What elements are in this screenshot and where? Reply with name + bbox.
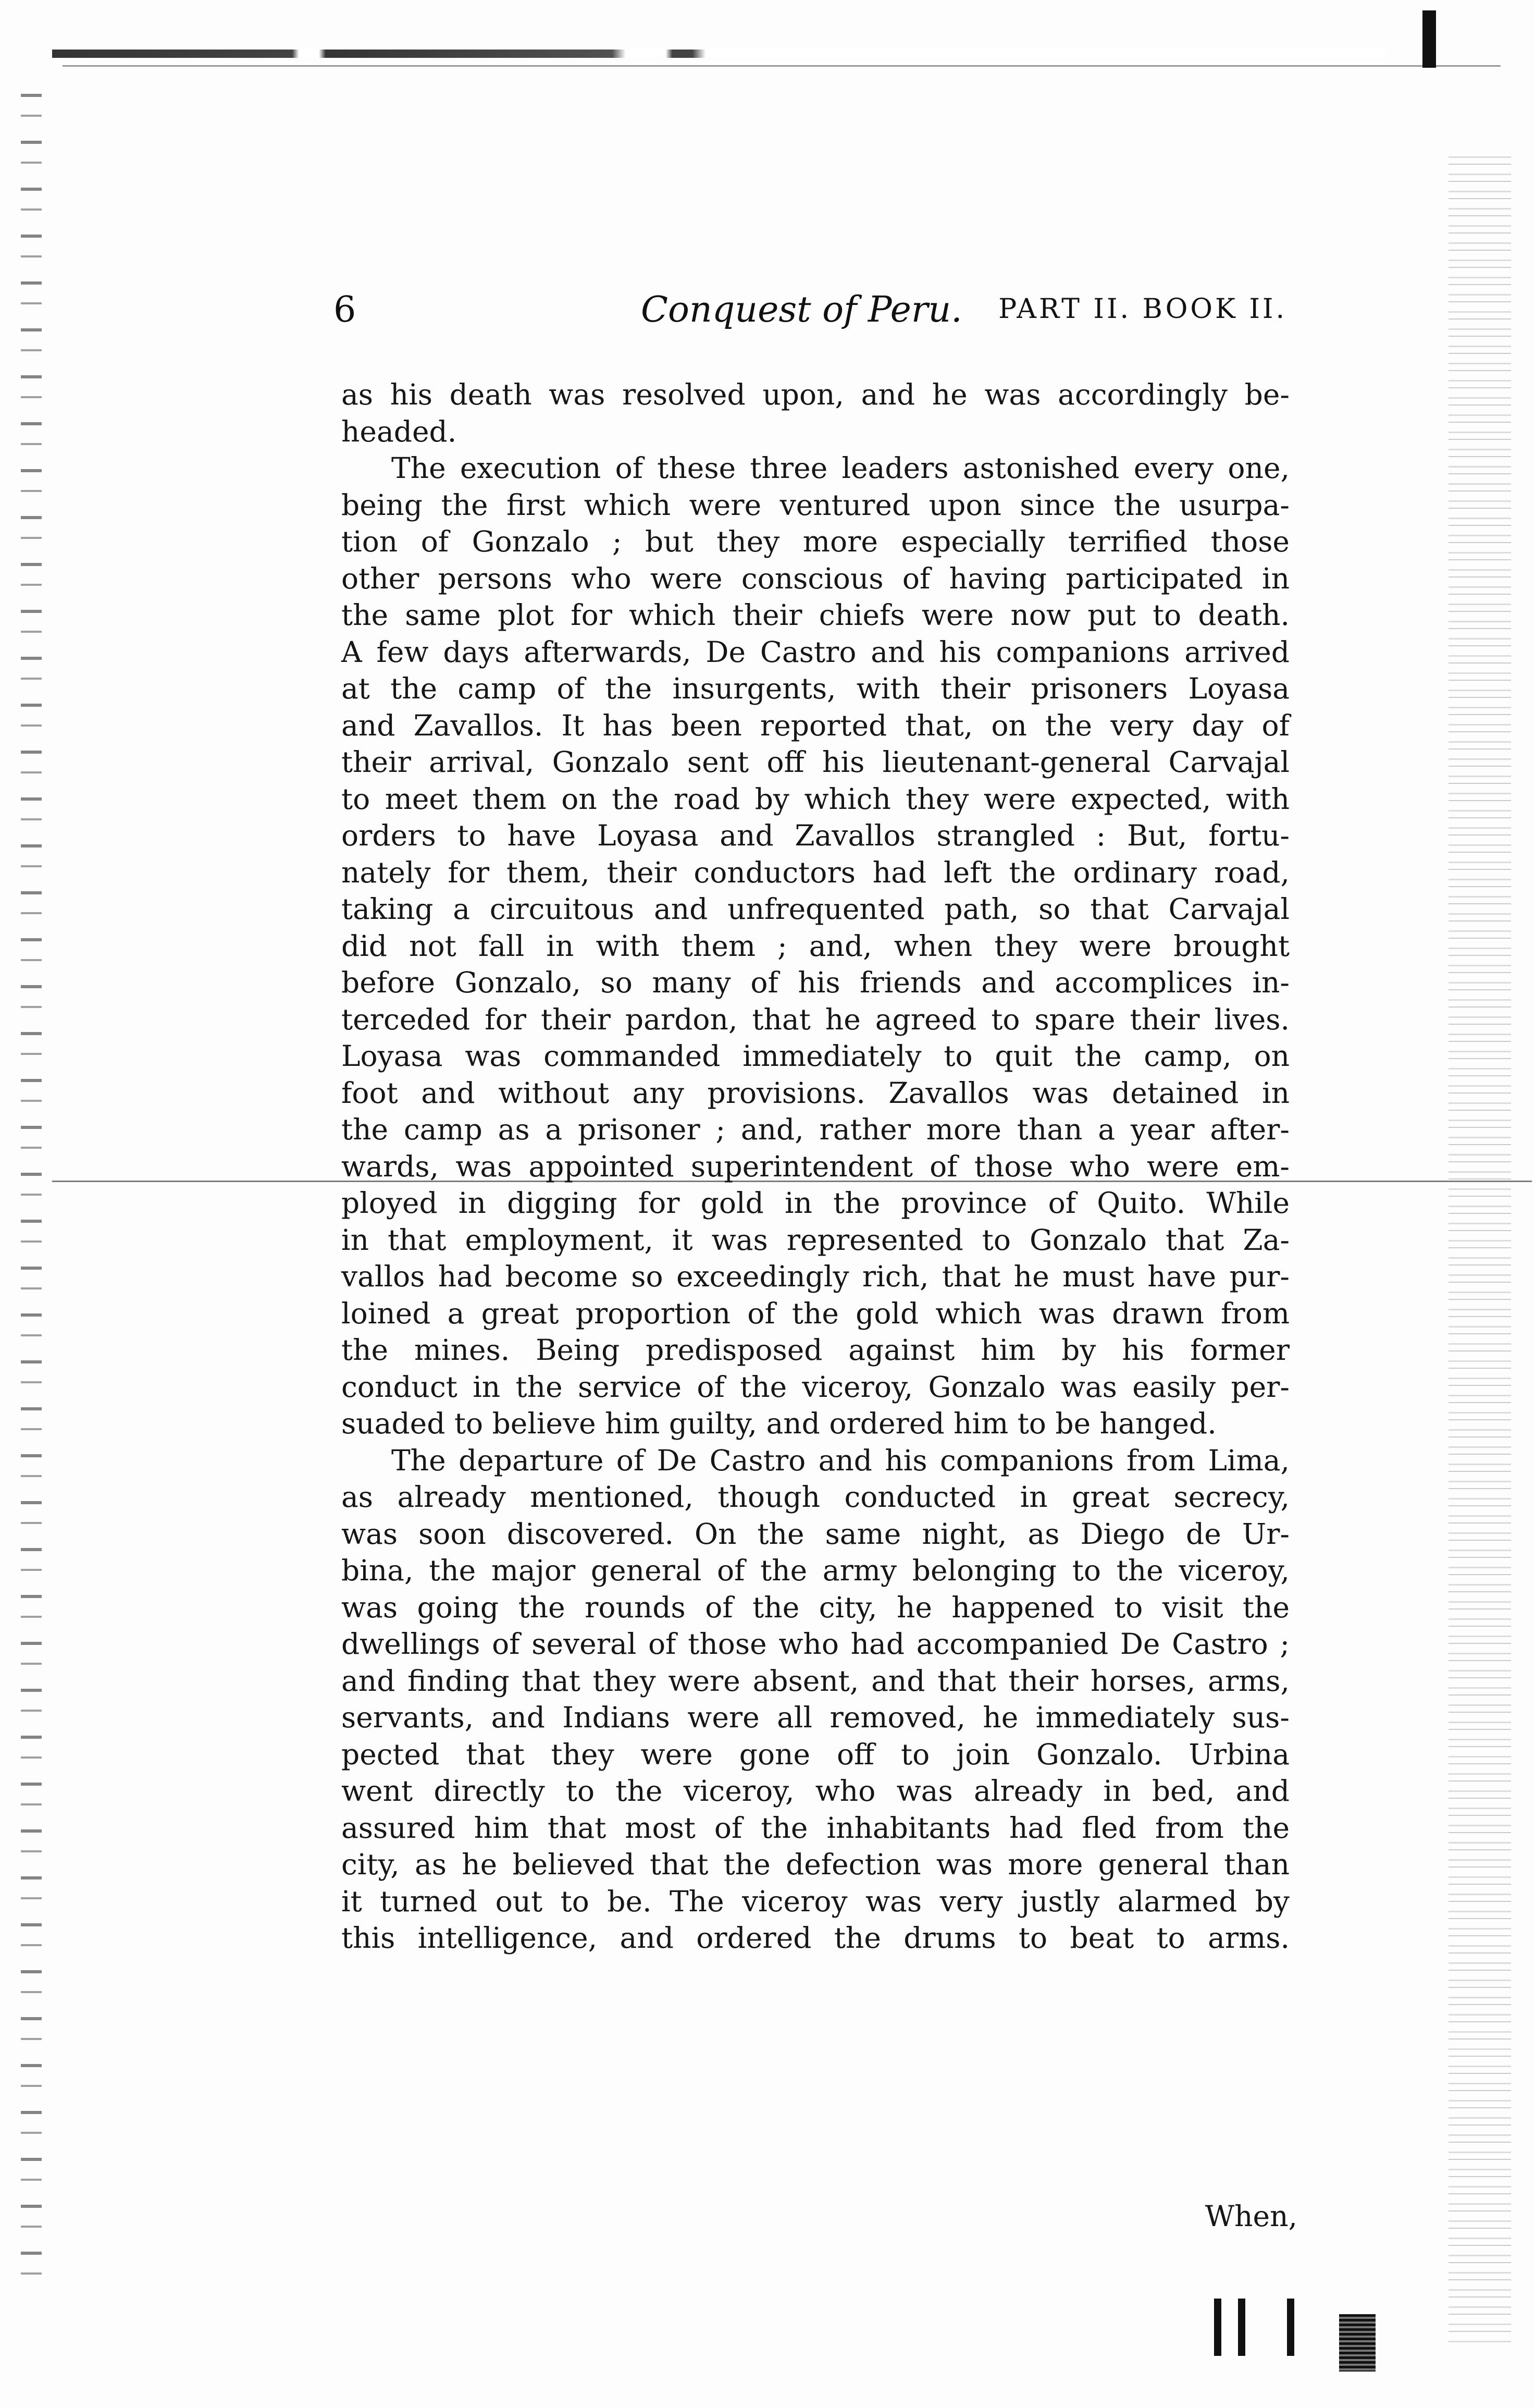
- scan-left-edge: [21, 94, 42, 2283]
- text-line: being the first which were ventured upon since the usurpa-: [341, 488, 1290, 522]
- text-line: before Gonzalo, so many of his friends and accomplices in-: [341, 966, 1290, 999]
- text-line: the mines. Being predisposed against him by his former: [341, 1333, 1290, 1367]
- text-line: and finding that they were absent, and that their horses, arms,: [341, 1664, 1290, 1698]
- text-line: other persons who were conscious of having participated in: [341, 561, 1290, 595]
- text-line: the camp as a prisoner ; and, rather more than a year after-: [341, 1113, 1290, 1146]
- text-line: did not fall in with them ; and, when they were brought: [341, 929, 1290, 963]
- text-line: in that employment, it was represented to Gonzalo that Za-: [341, 1223, 1290, 1257]
- text-line: vallos had become so exceedingly rich, that he must have pur-: [341, 1260, 1290, 1293]
- text-line: orders to have Loyasa and Zavallos strangled : But, fortu-: [341, 819, 1290, 852]
- text-line: it turned out to be. The viceroy was very justly alarmed by: [341, 1884, 1290, 1918]
- text-line: dwellings of several of those who had accompanied De Castro ;: [341, 1627, 1290, 1661]
- body-text: [341, 376, 1290, 1957]
- text-line: foot and without any provisions. Zavallos was detained in: [341, 1076, 1290, 1110]
- text-line: suaded to believe him guilty, and ordered him to be hanged.: [341, 1407, 1217, 1440]
- text-line: headed.: [341, 414, 457, 448]
- text-line: conduct in the service of the viceroy, Gonzalo was easily per-: [341, 1370, 1290, 1404]
- text-line: assured him that most of the inhabitants had fled from the: [341, 1811, 1290, 1845]
- text-line: terceded for their pardon, that he agreed to spare their lives.: [341, 1002, 1290, 1036]
- text-line: the same plot for which their chiefs were now put to death.: [341, 598, 1290, 632]
- text-line: this intelligence, and ordered the drums to beat to arms.: [341, 1921, 1290, 1955]
- scan-corner-mark: [1422, 10, 1436, 68]
- text-line: and Zavallos. It has been reported that, on the very day of: [341, 708, 1290, 742]
- page-number: 6: [333, 289, 356, 330]
- text-line: to meet them on the road by which they were expected, with: [341, 782, 1290, 816]
- text-line: their arrival, Gonzalo sent off his lieutenant-general Carvajal: [341, 745, 1290, 779]
- part-book-label: PART II. BOOK II.: [998, 293, 1287, 325]
- text-line: tion of Gonzalo ; but they more especially terrified those: [341, 525, 1290, 558]
- text-line: A few days afterwards, De Castro and his companions arrived: [341, 635, 1290, 669]
- running-head: [333, 289, 1287, 336]
- text-line: ployed in digging for gold in the province of Quito. While: [341, 1186, 1290, 1220]
- text-line: servants, and Indians were all removed, he immediately sus-: [341, 1701, 1290, 1734]
- text-line: The execution of these three leaders astonished every one,: [391, 451, 1290, 485]
- text-line: Loyasa was commanded immediately to quit the camp, on: [341, 1039, 1290, 1073]
- text-line: at the camp of the insurgents, with their prisoners Loyasa: [341, 672, 1290, 705]
- text-line: city, as he believed that the defection was more general than: [341, 1848, 1290, 1881]
- text-line: wards, was appointed superintendent of those who were em-: [341, 1149, 1290, 1183]
- text-line: was soon discovered. On the same night, as Diego de Ur-: [341, 1517, 1290, 1551]
- text-line: went directly to the viceroy, who was already in bed, and: [341, 1774, 1290, 1808]
- text-line: bina, the major general of the army belonging to the viceroy,: [341, 1554, 1290, 1587]
- catchword: When,: [1205, 2200, 1297, 2233]
- scan-top-rule: [52, 50, 1386, 58]
- running-title: Conquest of Peru.: [641, 289, 962, 330]
- scan-top-hairline: [63, 65, 1501, 67]
- text-line: as already mentioned, though conducted in great secrecy,: [341, 1480, 1290, 1514]
- text-line: was going the rounds of the city, he happened to visit the: [341, 1590, 1290, 1624]
- text-line: The departure of De Castro and his companions from Lima,: [391, 1443, 1290, 1477]
- text-line: pected that they were gone off to join Gonzalo. Urbina: [341, 1737, 1290, 1771]
- text-line: taking a circuitous and unfrequented path, so that Carvajal: [341, 892, 1290, 926]
- text-line: loined a great proportion of the gold which was drawn from: [341, 1296, 1290, 1330]
- text-line: as his death was resolved upon, and he was accordingly be-: [341, 378, 1290, 411]
- scan-bottom-block: [1339, 2314, 1376, 2372]
- text-line: nately for them, their conductors had left the ordinary road,: [341, 855, 1290, 889]
- scan-right-edge: [1449, 156, 1511, 2345]
